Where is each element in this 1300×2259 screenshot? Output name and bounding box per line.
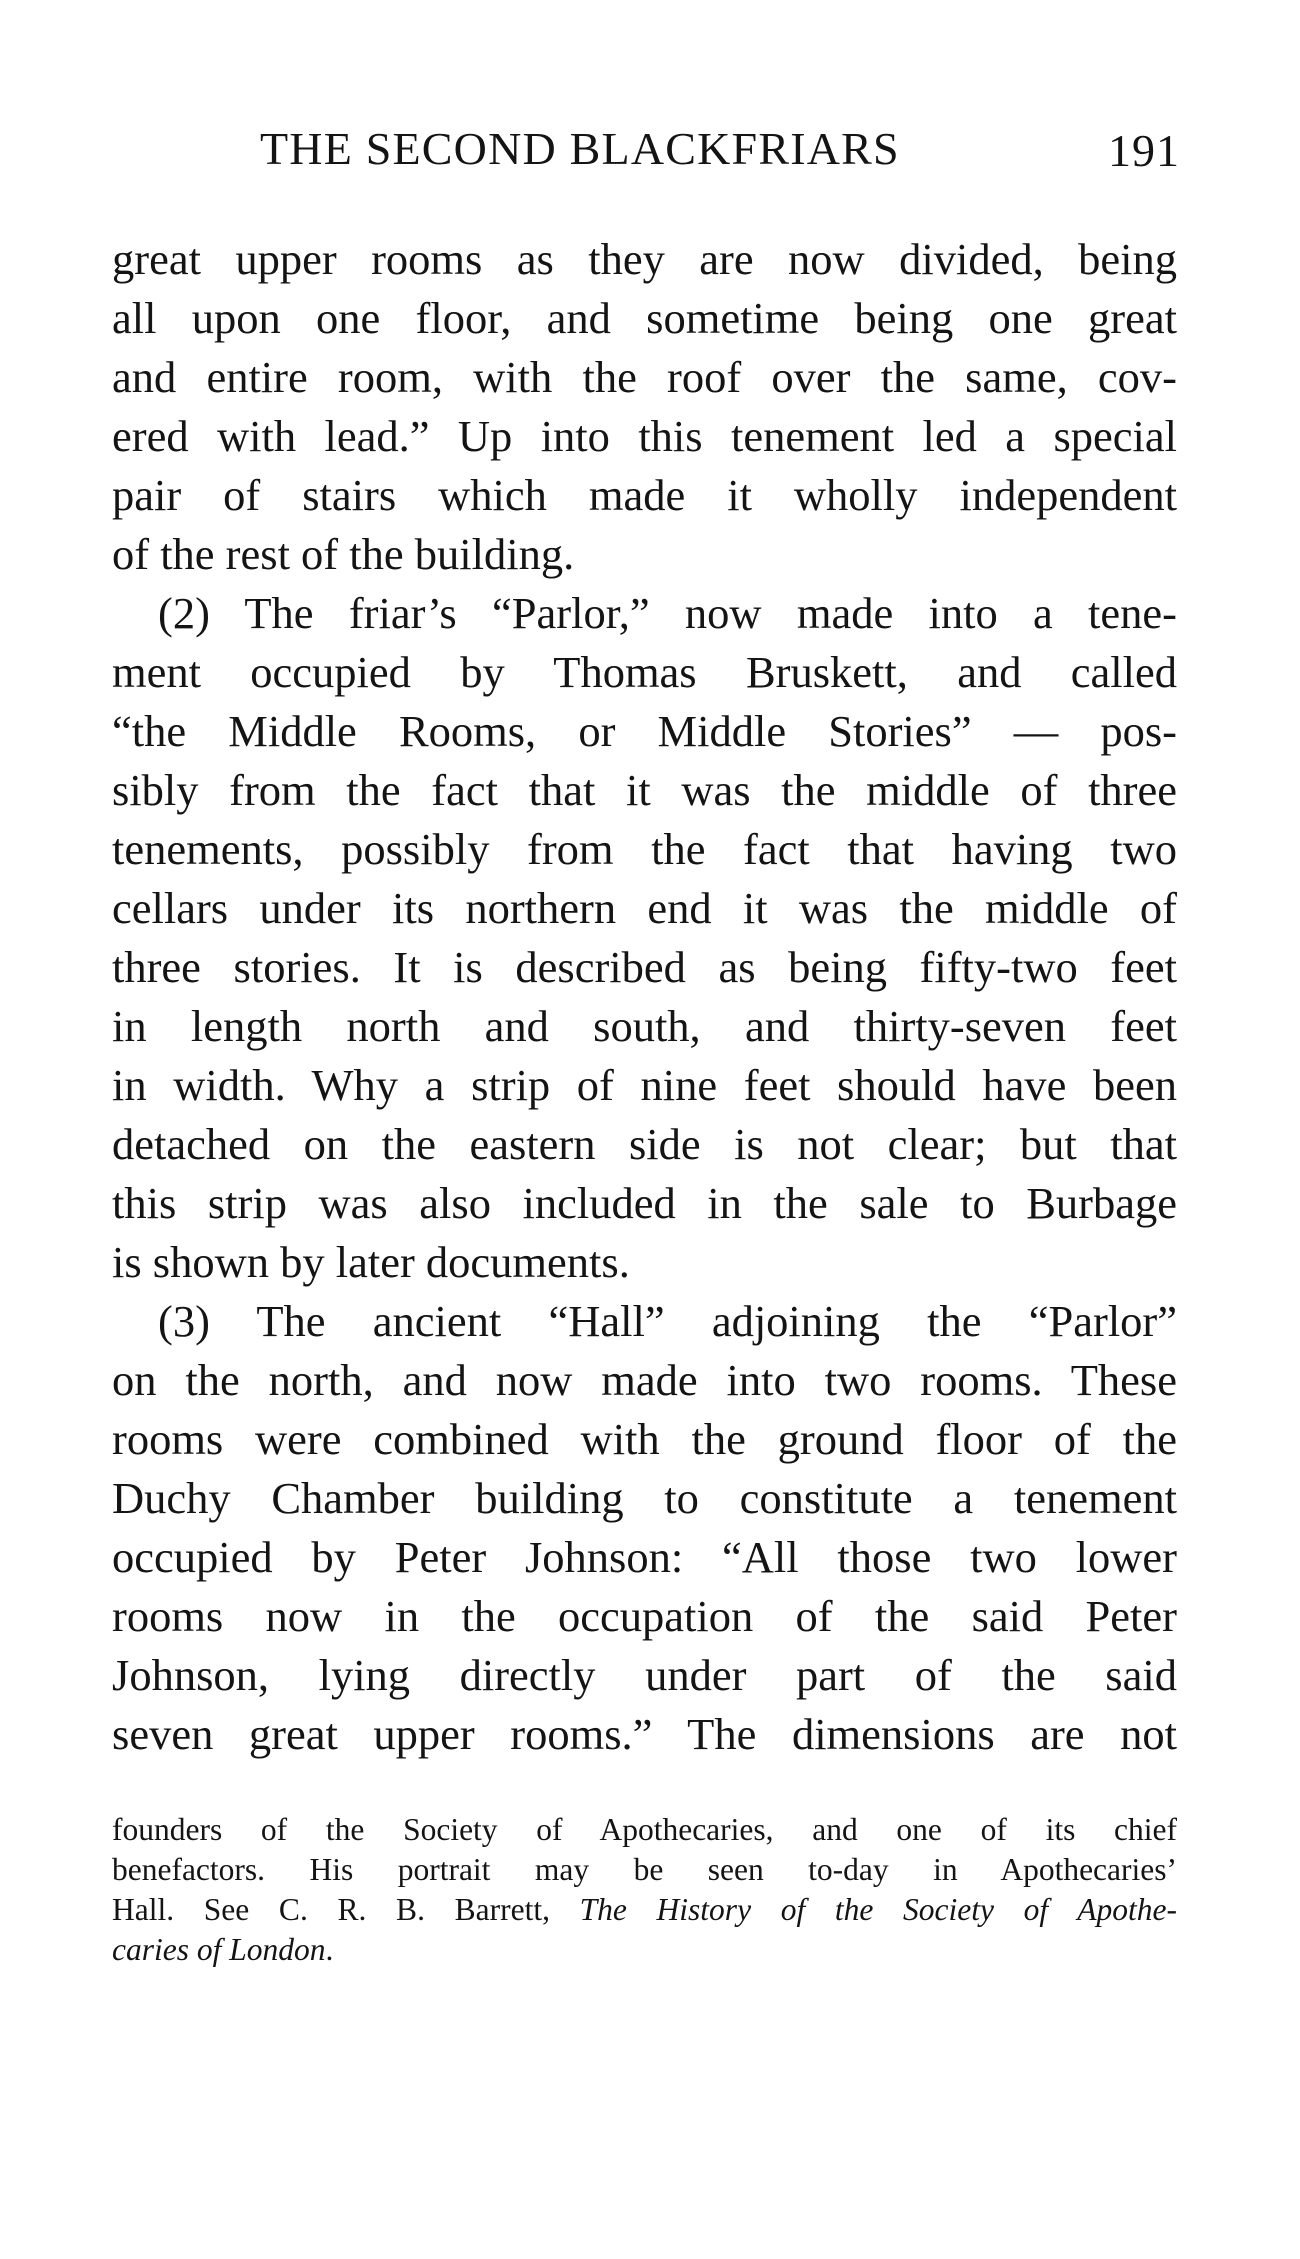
- text-line: all upon one floor, and sometime being one great: [112, 293, 1177, 343]
- footnote-line: founders of the Society of Apothecaries, and one of its chief: [112, 1812, 1177, 1847]
- text-line: detached on the eastern side is not clear; but that: [112, 1119, 1177, 1169]
- text-line: sibly from the fact that it was the middle of three: [112, 765, 1177, 815]
- text-line: “the Middle Rooms, or Middle Stories” — pos-: [112, 706, 1177, 756]
- text-line: tenements, possibly from the fact that having two: [112, 824, 1177, 874]
- text-line: (3) The ancient “Hall” adjoining the “Parlor”: [158, 1296, 1177, 1346]
- text-line: three stories. It is described as being fifty-two feet: [112, 942, 1177, 992]
- text-line: rooms were combined with the ground floor of the: [112, 1414, 1177, 1464]
- footnote-line: [112, 1930, 333, 1970]
- running-title: THE SECOND BLACKFRIARS: [260, 123, 900, 174]
- text-line: of the rest of the building.: [112, 529, 575, 579]
- text-line: this strip was also included in the sale to Burbage: [112, 1178, 1177, 1228]
- text-line: pair of stairs which made it wholly independent: [112, 470, 1177, 520]
- footnote-line: [112, 1890, 1177, 1930]
- text-line: (2) The friar’s “Parlor,” now made into a tene-: [158, 588, 1177, 638]
- text-line: in length north and south, and thirty-seven feet: [112, 1001, 1177, 1051]
- footnote-line: benefactors. His portrait may be seen to-day in Apothecaries’: [112, 1852, 1177, 1887]
- text-line: seven great upper rooms.” The dimensions are not: [112, 1709, 1177, 1759]
- page-number: 191: [1108, 125, 1180, 176]
- book-title: caries of London: [112, 1932, 326, 1967]
- text-line: and entire room, with the roof over the same, cov-: [112, 352, 1177, 402]
- text-line: cellars under its northern end it was the middle of: [112, 883, 1177, 933]
- text-line: rooms now in the occupation of the said Peter: [112, 1591, 1177, 1641]
- text-line: in width. Why a strip of nine feet should have been: [112, 1060, 1177, 1110]
- text-line: ment occupied by Thomas Bruskett, and called: [112, 647, 1177, 697]
- text-line: on the north, and now made into two rooms. These: [112, 1355, 1177, 1405]
- text-line: Duchy Chamber building to constitute a tenement: [112, 1473, 1177, 1523]
- text-line: ered with lead.” Up into this tenement led a special: [112, 411, 1177, 461]
- text-line: Johnson, lying directly under part of the said: [112, 1650, 1177, 1700]
- book-title: The History of the Society of Apothe-: [579, 1892, 1177, 1927]
- text-line: great upper rooms as they are now divided, being: [112, 234, 1177, 284]
- text-line: is shown by later documents.: [112, 1237, 630, 1287]
- footnote-text: .: [325, 1932, 334, 1967]
- footnote-text: Hall. See C. R. B. Barrett,: [112, 1892, 580, 1927]
- text-line: occupied by Peter Johnson: “All those two lower: [112, 1532, 1177, 1582]
